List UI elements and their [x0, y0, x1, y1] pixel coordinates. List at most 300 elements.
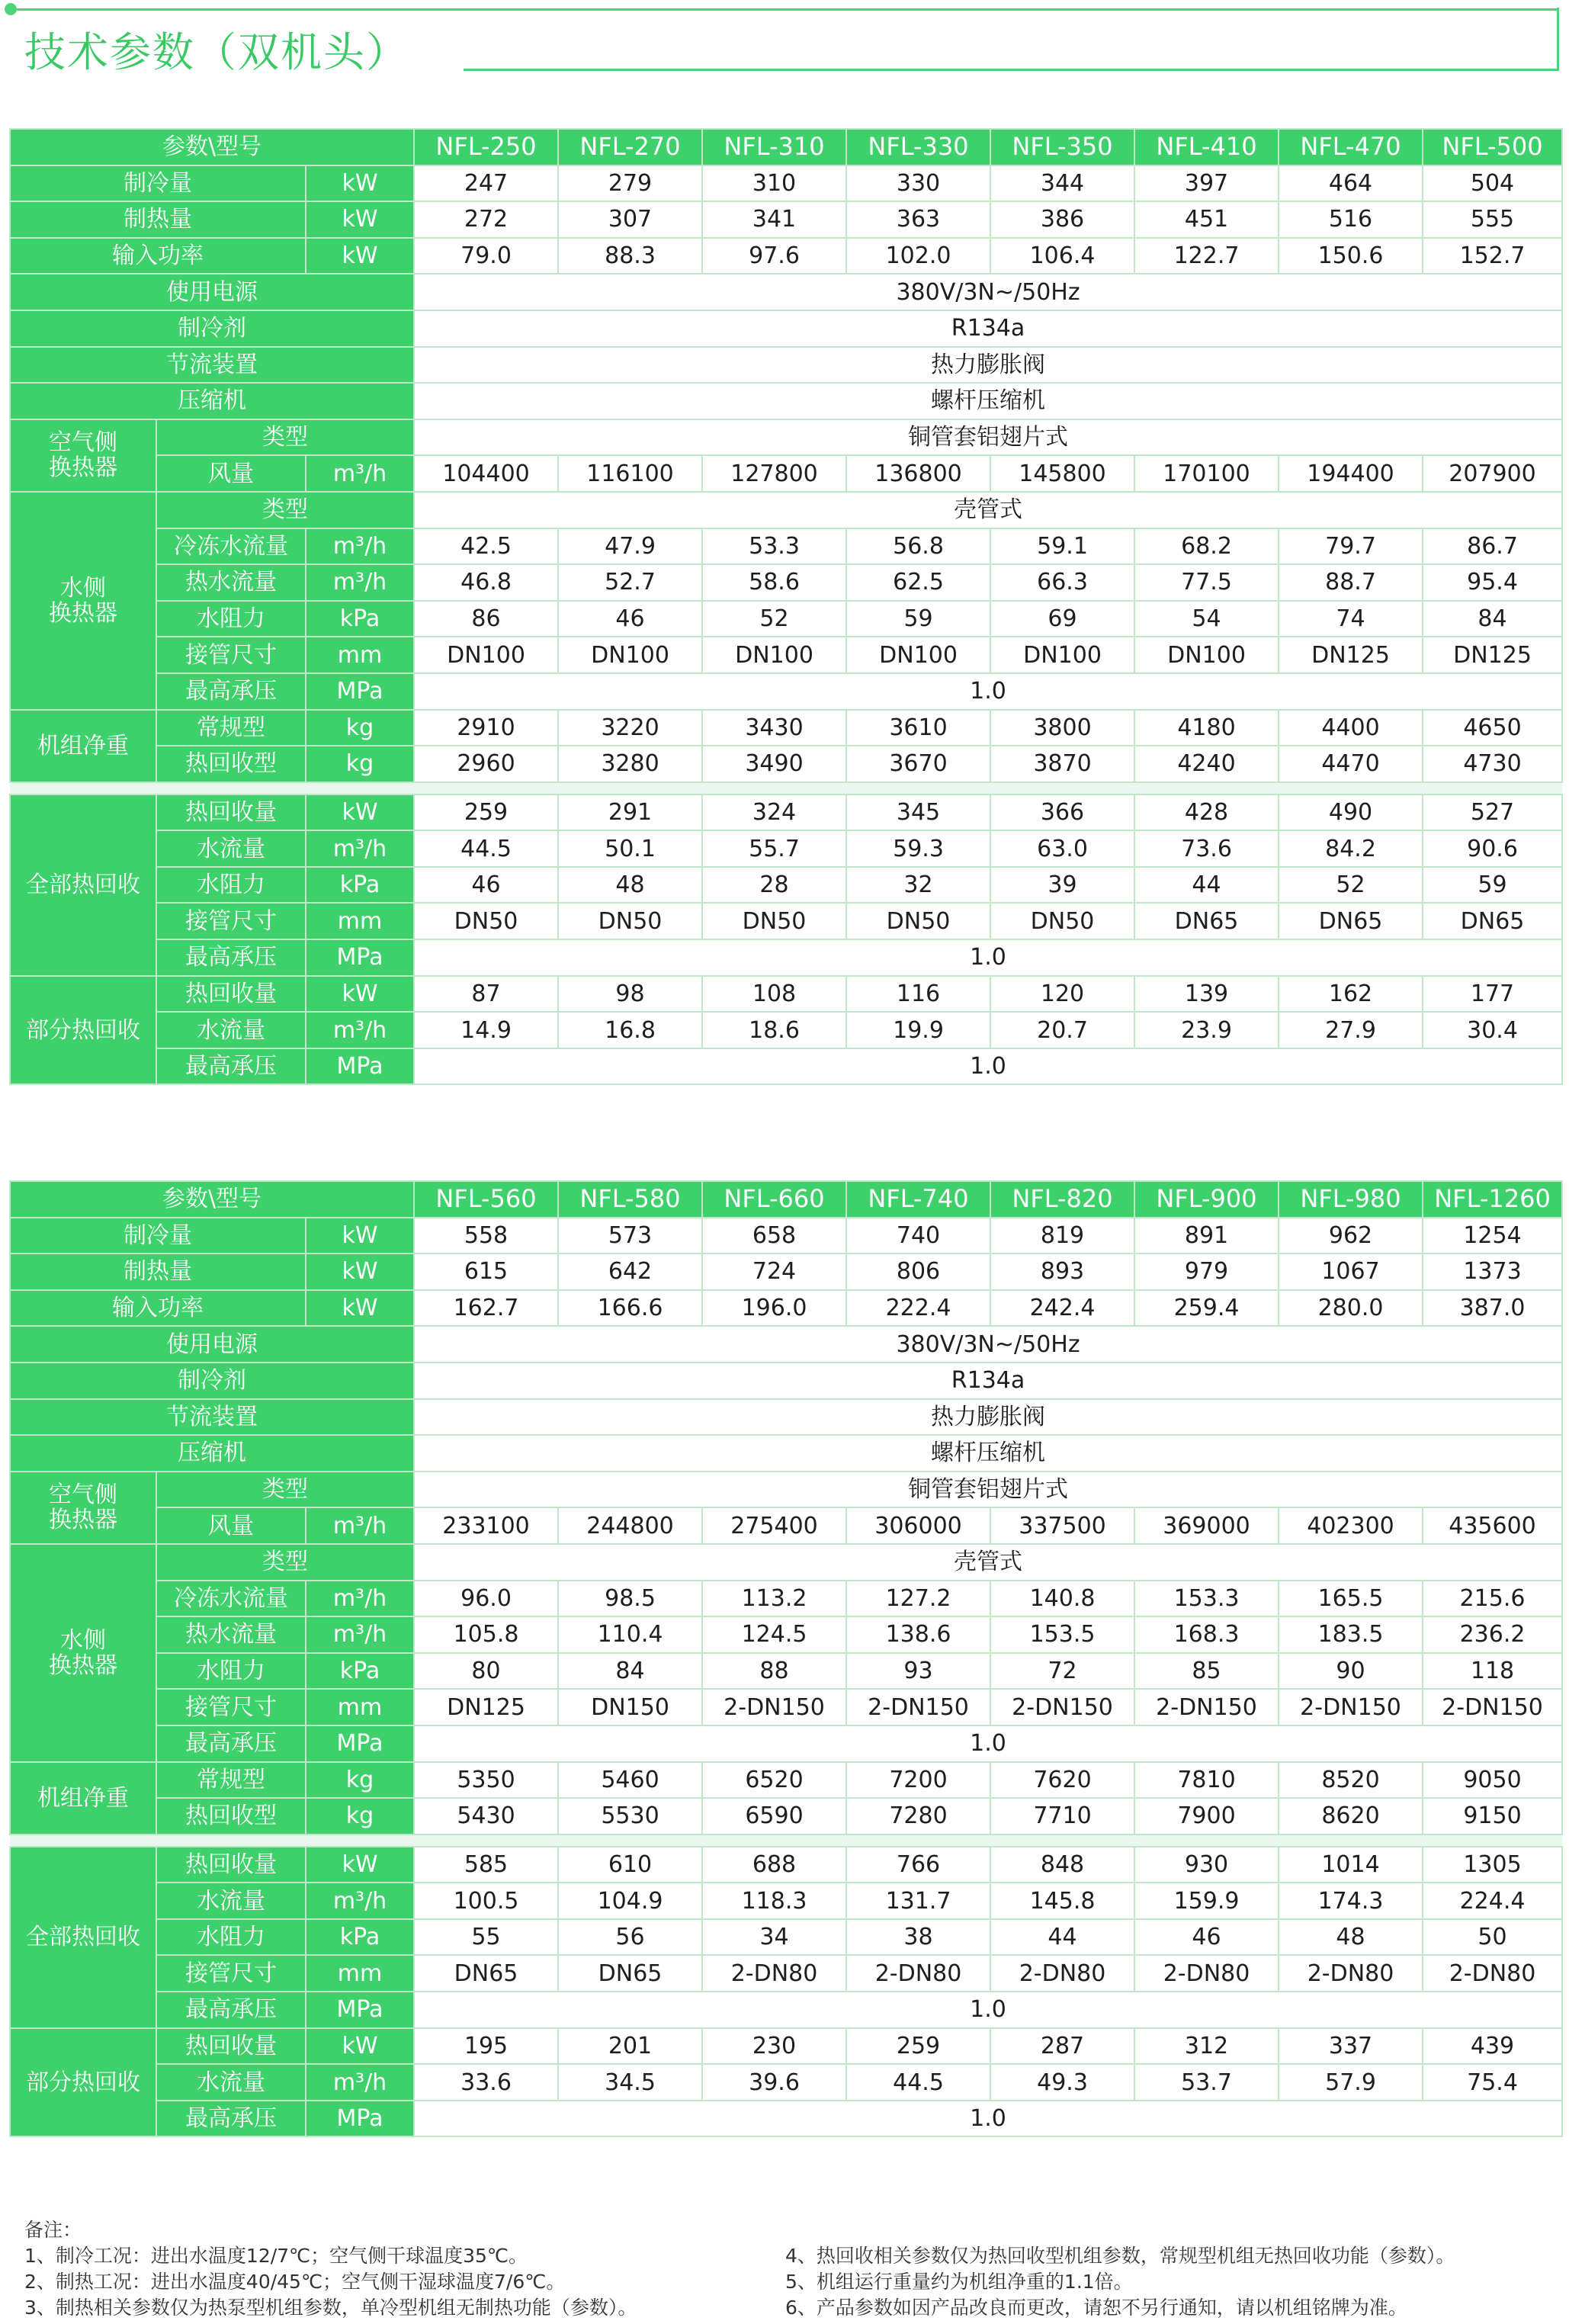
value-cell: 100.5 [414, 1883, 558, 1919]
value-cell: 585 [414, 1847, 558, 1883]
value-cell: 23.9 [1134, 1012, 1279, 1048]
row-label-cell: 输入功率 [10, 1290, 306, 1327]
row-label-cell: 冷冻水流量 [156, 528, 306, 565]
table-row [10, 419, 1562, 456]
value-cell: 272 [414, 201, 558, 238]
table-row [10, 601, 1562, 637]
model-header-cell: NFL-500 [1423, 129, 1562, 165]
shared-value-cell: 1.0 [414, 2101, 1562, 2137]
value-cell: 54 [1134, 601, 1279, 637]
value-cell: 615 [414, 1253, 558, 1290]
table-row [10, 867, 1562, 904]
section-gap [10, 1834, 1562, 1847]
row-label-cell: 接管尺寸 [156, 1689, 306, 1725]
value-cell: 2-DN150 [990, 1689, 1134, 1725]
value-cell: 122.7 [1134, 238, 1279, 274]
value-cell: 5530 [558, 1798, 702, 1834]
value-cell: 2-DN80 [1423, 1955, 1562, 1992]
value-cell: 74 [1279, 601, 1423, 637]
row-label-cell: 水阻力 [156, 1919, 306, 1956]
value-cell: 330 [846, 165, 990, 202]
value-cell: 88 [702, 1653, 846, 1690]
value-cell: 42.5 [414, 528, 558, 565]
row-label-cell: 节流装置 [10, 1399, 414, 1436]
value-cell: DN65 [1423, 903, 1562, 939]
model-header-cell: NFL-470 [1279, 129, 1423, 165]
row-label-cell: 最高承压 [156, 1992, 306, 2028]
value-cell: 610 [558, 1847, 702, 1883]
note-item: 6、产品参数如因产品改良而更改，请恕不另行通知，请以机组铭牌为准。 [785, 2297, 1407, 2319]
value-cell: 56.8 [846, 528, 990, 565]
value-cell: 105.8 [414, 1616, 558, 1653]
value-cell: 66.3 [990, 564, 1134, 601]
value-cell: 150.6 [1279, 238, 1423, 274]
unit-cell: kW [306, 1218, 414, 1254]
value-cell: DN50 [702, 903, 846, 939]
value-cell: 44 [990, 1919, 1134, 1956]
value-cell: 136800 [846, 455, 990, 492]
value-cell: 88.7 [1279, 564, 1423, 601]
unit-cell: mm [306, 637, 414, 673]
value-cell: 341 [702, 201, 846, 238]
value-cell: DN150 [558, 1689, 702, 1725]
value-cell: 2-DN150 [846, 1689, 990, 1725]
group-label-cell [10, 419, 156, 492]
table-row [10, 746, 1562, 782]
value-cell: 96.0 [414, 1581, 558, 1617]
value-cell: 4240 [1134, 746, 1279, 782]
unit-cell: kW [306, 1290, 414, 1327]
table-row [10, 637, 1562, 673]
model-header-cell: NFL-310 [702, 129, 846, 165]
value-cell: 3670 [846, 746, 990, 782]
group-label-cell: 全部热回收 [10, 1847, 156, 2028]
title-bar [0, 0, 1569, 76]
value-cell: 5460 [558, 1762, 702, 1799]
table-row [10, 1326, 1562, 1363]
group-label-cell [10, 1544, 156, 1762]
group-label-line: 空气侧 [49, 429, 117, 457]
value-cell: 52 [1279, 867, 1423, 904]
unit-cell: m³/h [306, 830, 414, 867]
value-cell: 2-DN80 [702, 1955, 846, 1992]
group-label-line: 换热器 [49, 1652, 117, 1679]
value-cell: 247 [414, 165, 558, 202]
value-cell: 2960 [414, 746, 558, 782]
value-cell: 57.9 [1279, 2064, 1423, 2101]
value-cell: 345 [846, 794, 990, 831]
group-label-line: 水侧 [60, 574, 106, 602]
table-row [10, 1181, 1562, 1218]
value-cell: 490 [1279, 794, 1423, 831]
unit-cell: kW [306, 1253, 414, 1290]
page-title: 技术参数（双机头） [24, 28, 409, 76]
value-cell: 279 [558, 165, 702, 202]
value-cell: 49.3 [990, 2064, 1134, 2101]
value-cell: 59.3 [846, 830, 990, 867]
model-header-cell: NFL-330 [846, 129, 990, 165]
value-cell: DN50 [558, 903, 702, 939]
table-row [10, 1725, 1562, 1762]
value-cell: 740 [846, 1218, 990, 1254]
unit-cell: kPa [306, 867, 414, 904]
value-cell: 369000 [1134, 1507, 1279, 1544]
value-cell: 893 [990, 1253, 1134, 1290]
unit-cell: kPa [306, 1919, 414, 1956]
unit-cell: m³/h [306, 1507, 414, 1544]
table-row [10, 1507, 1562, 1544]
value-cell: 4400 [1279, 710, 1423, 746]
value-cell: DN100 [702, 637, 846, 673]
spec-table-2 [9, 1180, 1563, 2137]
value-cell: 3220 [558, 710, 702, 746]
value-cell: 62.5 [846, 564, 990, 601]
row-label-cell: 热回收型 [156, 1798, 306, 1834]
value-cell: 658 [702, 1218, 846, 1254]
value-cell: 451 [1134, 201, 1279, 238]
value-cell: 63.0 [990, 830, 1134, 867]
value-cell: 516 [1279, 201, 1423, 238]
table-row [10, 1653, 1562, 1690]
group-label-cell: 机组净重 [10, 710, 156, 782]
unit-cell: m³/h [306, 455, 414, 492]
value-cell: 98 [558, 976, 702, 1013]
unit-cell: kg [306, 1798, 414, 1834]
table-row [10, 976, 1562, 1013]
unit-cell: m³/h [306, 1012, 414, 1048]
value-cell: 90 [1279, 1653, 1423, 1690]
note-item: 2、制热工况：进出水温度40/45℃；空气侧干湿球温度7/6℃。 [24, 2271, 566, 2293]
value-cell: DN125 [414, 1689, 558, 1725]
value-cell: DN100 [1134, 637, 1279, 673]
value-cell: 344 [990, 165, 1134, 202]
value-cell: 1014 [1279, 1847, 1423, 1883]
row-label-cell: 水阻力 [156, 867, 306, 904]
table-row [10, 1834, 1562, 1847]
value-cell: 8620 [1279, 1798, 1423, 1834]
value-cell: 138.6 [846, 1616, 990, 1653]
row-label-cell: 类型 [156, 1544, 414, 1581]
table-row [10, 1435, 1562, 1472]
group-label-line: 换热器 [49, 599, 117, 627]
shared-value-cell: 铜管套铝翅片式 [414, 1472, 1562, 1508]
row-label-cell: 热水流量 [156, 564, 306, 601]
value-cell: 88.3 [558, 238, 702, 274]
value-cell: DN50 [846, 903, 990, 939]
table-row [10, 1472, 1562, 1508]
table-row [10, 274, 1562, 310]
value-cell: 85 [1134, 1653, 1279, 1690]
value-cell: 168.3 [1134, 1616, 1279, 1653]
table-row [10, 165, 1562, 202]
value-cell: 7620 [990, 1762, 1134, 1799]
value-cell: 4730 [1423, 746, 1562, 782]
value-cell: 555 [1423, 201, 1562, 238]
value-cell: 2-DN150 [702, 1689, 846, 1725]
value-cell: 9050 [1423, 1762, 1562, 1799]
table-row [10, 1762, 1562, 1799]
value-cell: 2-DN150 [1423, 1689, 1562, 1725]
value-cell: 259.4 [1134, 1290, 1279, 1327]
value-cell: 145800 [990, 455, 1134, 492]
table-row [10, 1290, 1562, 1327]
value-cell: 162.7 [414, 1290, 558, 1327]
value-cell: 207900 [1423, 455, 1562, 492]
table-row [10, 2101, 1562, 2137]
unit-cell: m³/h [306, 1581, 414, 1617]
unit-cell: MPa [306, 1992, 414, 2028]
unit-cell: kW [306, 201, 414, 238]
value-cell: 90.6 [1423, 830, 1562, 867]
value-cell: 464 [1279, 165, 1423, 202]
value-cell: 3870 [990, 746, 1134, 782]
value-cell: 230 [702, 2028, 846, 2065]
row-label-cell: 水阻力 [156, 601, 306, 637]
value-cell: DN50 [990, 903, 1134, 939]
unit-cell: kW [306, 2028, 414, 2065]
value-cell: 688 [702, 1847, 846, 1883]
row-label-cell: 接管尺寸 [156, 637, 306, 673]
value-cell: 3280 [558, 746, 702, 782]
value-cell: 7200 [846, 1762, 990, 1799]
table-row [10, 310, 1562, 347]
value-cell: 120 [990, 976, 1134, 1013]
table-row [10, 528, 1562, 565]
value-cell: 1305 [1423, 1847, 1562, 1883]
row-label-cell: 热回收量 [156, 2028, 306, 2065]
shared-value-cell: 1.0 [414, 1992, 1562, 2028]
value-cell: 259 [846, 2028, 990, 2065]
group-label-cell: 部分热回收 [10, 976, 156, 1085]
notes [24, 2217, 1557, 2319]
table-row [10, 673, 1562, 710]
shared-value-cell: 热力膨胀阀 [414, 347, 1562, 384]
value-cell: 32 [846, 867, 990, 904]
model-header-cell: NFL-820 [990, 1181, 1134, 1218]
value-cell: 131.7 [846, 1883, 990, 1919]
value-cell: 573 [558, 1218, 702, 1254]
value-cell: 145.8 [990, 1883, 1134, 1919]
table-row [10, 347, 1562, 384]
value-cell: 766 [846, 1847, 990, 1883]
value-cell: 110.4 [558, 1616, 702, 1653]
group-label-cell [10, 1472, 156, 1544]
row-label-cell: 类型 [156, 1472, 414, 1508]
table-row [10, 903, 1562, 939]
value-cell: 435600 [1423, 1507, 1562, 1544]
shared-value-cell: 热力膨胀阀 [414, 1399, 1562, 1436]
value-cell: DN65 [414, 1955, 558, 1992]
shared-value-cell: 螺杆压缩机 [414, 1435, 1562, 1472]
value-cell: 1373 [1423, 1253, 1562, 1290]
value-cell: 28 [702, 867, 846, 904]
value-cell: 104.9 [558, 1883, 702, 1919]
table-row [10, 782, 1562, 794]
model-header-cell: NFL-250 [414, 129, 558, 165]
group-label-line: 换热器 [49, 454, 117, 482]
unit-cell: kW [306, 794, 414, 831]
model-header-cell: NFL-740 [846, 1181, 990, 1218]
value-cell: 152.7 [1423, 238, 1562, 274]
value-cell: 196.0 [702, 1290, 846, 1327]
value-cell: 2-DN150 [1279, 1689, 1423, 1725]
row-label-cell: 冷冻水流量 [156, 1581, 306, 1617]
unit-cell: MPa [306, 939, 414, 976]
value-cell: 77.5 [1134, 564, 1279, 601]
row-label-cell: 接管尺寸 [156, 903, 306, 939]
value-cell: 58.6 [702, 564, 846, 601]
value-cell: 6590 [702, 1798, 846, 1834]
value-cell: 34.5 [558, 2064, 702, 2101]
value-cell: 56 [558, 1919, 702, 1956]
table-row [10, 1012, 1562, 1048]
model-header-cell: NFL-350 [990, 129, 1134, 165]
shared-value-cell: 壳管式 [414, 1544, 1562, 1581]
value-cell: 162 [1279, 976, 1423, 1013]
value-cell: DN100 [414, 637, 558, 673]
unit-cell: mm [306, 1955, 414, 1992]
shared-value-cell: 1.0 [414, 673, 1562, 710]
note-item: 5、机组运行重量约为机组净重的1.1倍。 [785, 2271, 1133, 2293]
row-label-cell: 风量 [156, 455, 306, 492]
value-cell: 38 [846, 1919, 990, 1956]
row-label-cell: 制冷剂 [10, 1363, 414, 1399]
table-row [10, 1363, 1562, 1399]
model-header-cell: NFL-580 [558, 1181, 702, 1218]
group-label-line: 水侧 [60, 1626, 106, 1654]
value-cell: 195 [414, 2028, 558, 2065]
value-cell: 7900 [1134, 1798, 1279, 1834]
unit-cell: kW [306, 976, 414, 1013]
value-cell: 86 [414, 601, 558, 637]
model-header-cell: NFL-980 [1279, 1181, 1423, 1218]
value-cell: 324 [702, 794, 846, 831]
notes-right [785, 2243, 1455, 2321]
value-cell: 48 [558, 867, 702, 904]
table-row [10, 1544, 1562, 1581]
row-label-cell: 类型 [156, 419, 414, 456]
value-cell: 53.7 [1134, 2064, 1279, 2101]
value-cell: 72 [990, 1653, 1134, 1690]
value-cell: 439 [1423, 2028, 1562, 2065]
table-row [10, 1218, 1562, 1254]
value-cell: 59 [1423, 867, 1562, 904]
value-cell: 2-DN80 [1134, 1955, 1279, 1992]
value-cell: 124.5 [702, 1616, 846, 1653]
row-label-cell: 最高承压 [156, 673, 306, 710]
row-label-cell: 热水流量 [156, 1616, 306, 1653]
value-cell: 39.6 [702, 2064, 846, 2101]
table-row [10, 1955, 1562, 1992]
value-cell: 79.7 [1279, 528, 1423, 565]
row-label-cell: 风量 [156, 1507, 306, 1544]
value-cell: 3800 [990, 710, 1134, 746]
table-row [10, 383, 1562, 419]
value-cell: 18.6 [702, 1012, 846, 1048]
value-cell: 291 [558, 794, 702, 831]
table-row [10, 1798, 1562, 1834]
row-label-cell: 制热量 [10, 1253, 306, 1290]
value-cell: DN50 [414, 903, 558, 939]
value-cell: 233100 [414, 1507, 558, 1544]
unit-cell: m³/h [306, 2064, 414, 2101]
shared-value-cell: 1.0 [414, 939, 1562, 976]
table-row [10, 1883, 1562, 1919]
value-cell: 962 [1279, 1218, 1423, 1254]
value-cell: 46.8 [414, 564, 558, 601]
note-item: 1、制冷工况：进出水温度12/7℃；空气侧干球温度35℃。 [24, 2245, 528, 2267]
unit-cell: kg [306, 746, 414, 782]
model-header-cell: NFL-560 [414, 1181, 558, 1218]
value-cell: 166.6 [558, 1290, 702, 1327]
unit-cell: MPa [306, 2101, 414, 2137]
section-gap [10, 782, 1562, 794]
row-label-cell: 制冷量 [10, 165, 306, 202]
value-cell: DN65 [1279, 903, 1423, 939]
row-label-cell: 制冷量 [10, 1218, 306, 1254]
unit-cell: kW [306, 165, 414, 202]
value-cell: 397 [1134, 165, 1279, 202]
value-cell: 310 [702, 165, 846, 202]
value-cell: 366 [990, 794, 1134, 831]
value-cell: 236.2 [1423, 1616, 1562, 1653]
table-row [10, 830, 1562, 867]
value-cell: DN100 [846, 637, 990, 673]
value-cell: 2-DN80 [846, 1955, 990, 1992]
row-label-cell: 水流量 [156, 2064, 306, 2101]
table-row [10, 794, 1562, 831]
value-cell: 113.2 [702, 1581, 846, 1617]
value-cell: 75.4 [1423, 2064, 1562, 2101]
value-cell: 6520 [702, 1762, 846, 1799]
value-cell: 312 [1134, 2028, 1279, 2065]
value-cell: 177 [1423, 976, 1562, 1013]
shared-value-cell: 380V/3N~/50Hz [414, 1326, 1562, 1363]
value-cell: 48 [1279, 1919, 1423, 1956]
value-cell: 306000 [846, 1507, 990, 1544]
group-label-cell: 全部热回收 [10, 794, 156, 976]
value-cell: 806 [846, 1253, 990, 1290]
row-label-cell: 最高承压 [156, 939, 306, 976]
group-label-cell [10, 492, 156, 710]
value-cell: DN100 [990, 637, 1134, 673]
table-row [10, 1919, 1562, 1956]
value-cell: 104400 [414, 455, 558, 492]
value-cell: 979 [1134, 1253, 1279, 1290]
row-label-cell: 最高承压 [156, 1048, 306, 1085]
value-cell: 170100 [1134, 455, 1279, 492]
unit-cell: mm [306, 903, 414, 939]
row-label-cell: 热回收量 [156, 976, 306, 1013]
value-cell: 337 [1279, 2028, 1423, 2065]
table-row [10, 1689, 1562, 1725]
value-cell: 201 [558, 2028, 702, 2065]
table-row [10, 564, 1562, 601]
value-cell: 174.3 [1279, 1883, 1423, 1919]
value-cell: 59.1 [990, 528, 1134, 565]
value-cell: 52.7 [558, 564, 702, 601]
header-label-cell: 参数\型号 [10, 1181, 414, 1218]
value-cell: 27.9 [1279, 1012, 1423, 1048]
value-cell: 44.5 [414, 830, 558, 867]
row-label-cell: 类型 [156, 492, 414, 528]
value-cell: 3610 [846, 710, 990, 746]
value-cell: 80 [414, 1653, 558, 1690]
value-cell: 84 [1423, 601, 1562, 637]
notes-left [24, 2243, 637, 2321]
value-cell: 7810 [1134, 1762, 1279, 1799]
unit-cell: MPa [306, 1048, 414, 1085]
